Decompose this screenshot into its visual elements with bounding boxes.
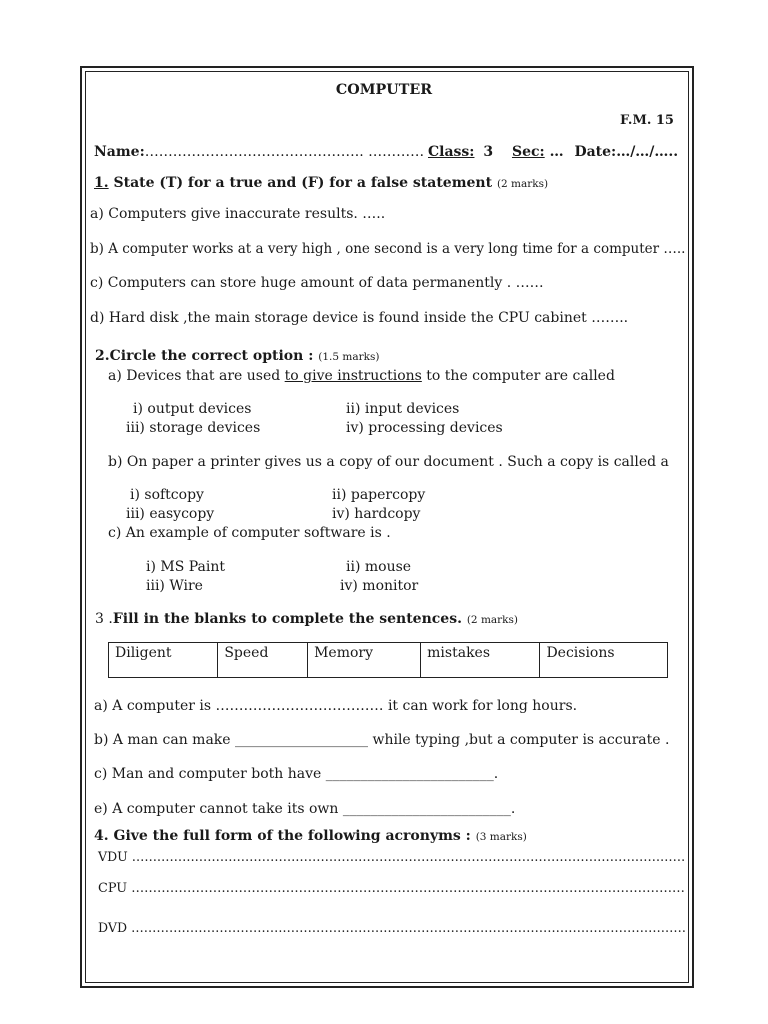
q3-item: a) A computer is ……………………………… it can work for long hours. (94, 698, 578, 714)
q3-heading (95, 610, 518, 629)
q3-marks: (2 marks) (466, 614, 519, 626)
word-bank-cell: Diligent (109, 643, 218, 678)
word-bank-row (109, 643, 668, 678)
q4-title: 4. Give the full form of the following acronyms : (94, 828, 471, 844)
q2c-option: iii) Wire (146, 578, 203, 594)
q1-item: d) Hard disk ,the main storage device is found inside the CPU cabinet …….. (90, 310, 629, 326)
q2c-option: i) MS Paint (146, 559, 226, 575)
q2b-option: i) softcopy (130, 487, 204, 503)
word-bank-cell: Memory (308, 643, 421, 678)
worksheet-title: COMPUTER (335, 82, 433, 98)
q2a-option: ii) input devices (346, 401, 460, 417)
q2-heading (95, 347, 379, 366)
q3-item: c) Man and computer both have ________________________. (94, 766, 499, 782)
q4-item-vdu: VDU …………………………………………………………………………………………………………………… (98, 849, 686, 864)
q1-item: c) Computers can store huge amount of data permanently . …… (90, 275, 544, 291)
word-bank-table (108, 642, 668, 678)
q1-item: b) A computer works at a very high , one second is a very long time for a computer ….. (90, 241, 686, 257)
q3-number: 3 . (95, 611, 113, 627)
q3-title: Fill in the blanks to complete the sentences. (112, 611, 462, 627)
q1-marks: (2 marks) (496, 178, 549, 190)
date-label: Date:…/…/….. (574, 144, 679, 160)
full-marks: F.M. 15 (620, 113, 674, 128)
q4-marks: (3 marks) (475, 831, 527, 843)
q1-number: 1. (94, 175, 109, 191)
q2a-stem-suffix: to the computer are called (421, 368, 615, 384)
class-label: Class: (428, 144, 475, 160)
class-sec-date (428, 143, 678, 161)
q2a-stem-prefix: a) Devices that are used (108, 368, 285, 384)
q4-item-cpu: CPU ………………………………………………………………………………………………………………… (98, 881, 685, 896)
q2a-stem (108, 367, 615, 385)
word-bank-cell: Decisions (540, 643, 668, 678)
q2-title: 2.Circle the correct option : (95, 348, 314, 364)
sec-value: … (549, 144, 564, 160)
q1-title: State (T) for a true and (F) for a false statement (113, 175, 493, 191)
q2a-option: iv) processing devices (346, 420, 503, 436)
word-bank-cell: mistakes (421, 643, 540, 678)
q3-item: e) A computer cannot take its own ________________________. (94, 801, 516, 817)
q2a-option: iii) storage devices (126, 420, 261, 436)
sec-label: Sec: (511, 144, 545, 160)
q2a-option: i) output devices (133, 401, 252, 417)
name-blank: ……………………………………….. ………… (144, 144, 425, 160)
name-label: Name: (94, 144, 145, 160)
q4-item-dvd: DVD …………………………………………………………………………………………………………………… (98, 920, 686, 935)
q4-heading (94, 827, 527, 846)
word-bank-cell: Speed (218, 643, 308, 678)
q2c-option: iv) monitor (340, 578, 419, 594)
q3-item: b) A man can make ___________________ while typing ,but a computer is accurate . (94, 732, 670, 748)
q2b-option: iii) easycopy (126, 506, 215, 522)
q2b-stem: b) On paper a printer gives us a copy of our document . Such a copy is called a (108, 454, 669, 470)
class-value: 3 (483, 144, 494, 160)
q2-marks: (1.5 marks) (318, 351, 380, 363)
q2c-stem: c) An example of computer software is . (108, 525, 391, 541)
q1-item: a) Computers give inaccurate results. ….. (90, 206, 386, 222)
q2c-option: ii) mouse (346, 559, 412, 575)
q2b-option: iv) hardcopy (332, 506, 421, 522)
name-line (94, 143, 424, 161)
q1-heading (94, 174, 548, 193)
q2a-stem-underlined: to give instructions (284, 368, 422, 384)
q2b-option: ii) papercopy (332, 487, 426, 503)
